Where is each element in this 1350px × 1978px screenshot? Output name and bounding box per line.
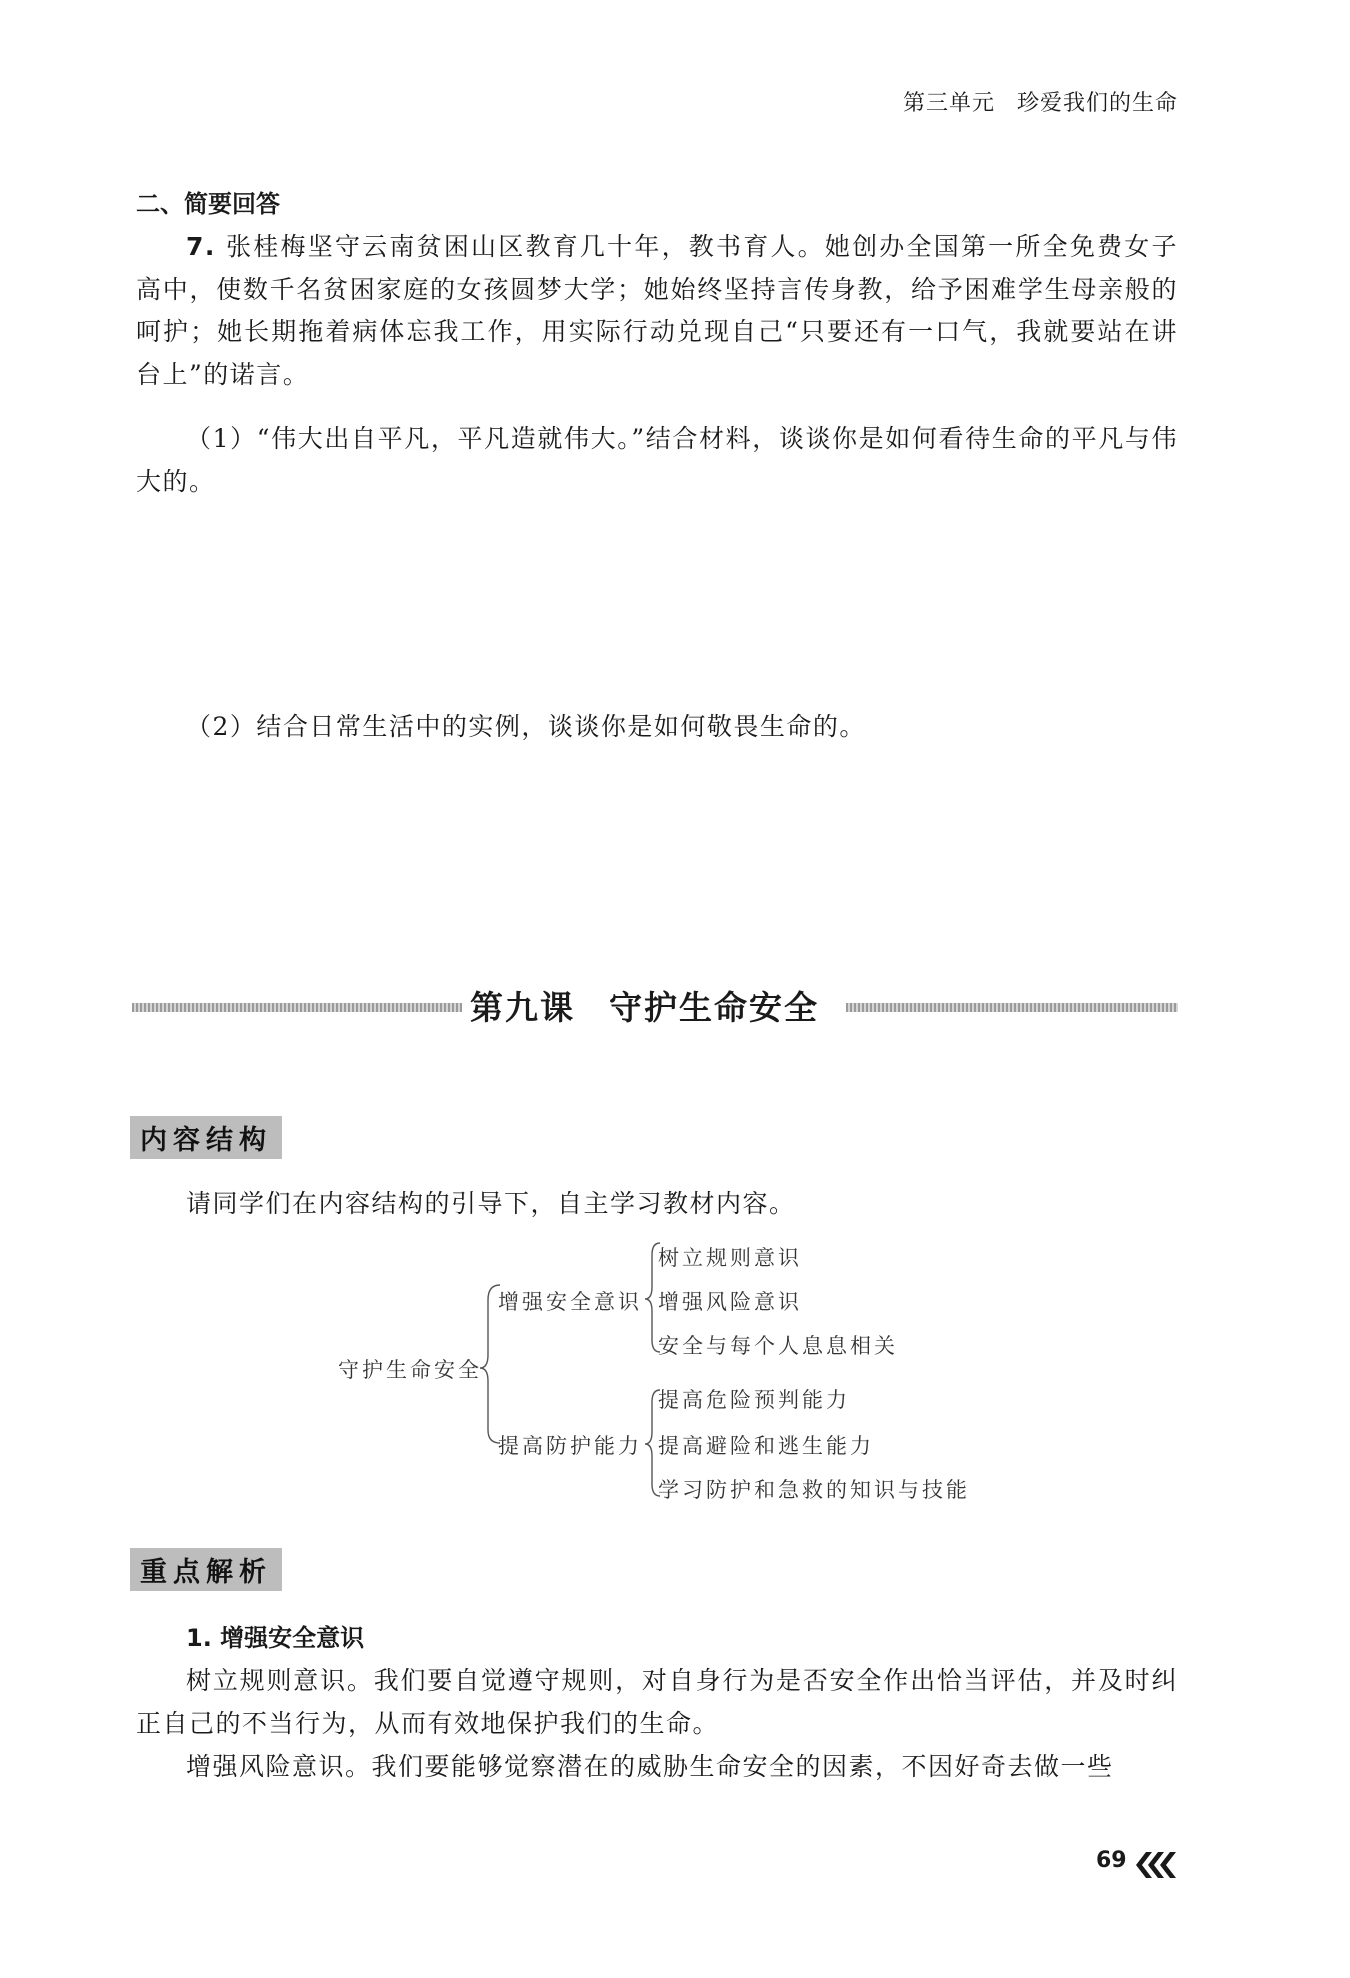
question-number: 7. bbox=[186, 232, 216, 261]
root-bracket bbox=[480, 1285, 500, 1443]
tree-leaf: 提高危险预判能力 bbox=[658, 1388, 850, 1412]
tree-leaf: 学习防护和急救的知识与技能 bbox=[658, 1478, 970, 1502]
tree-leaf: 增强风险意识 bbox=[658, 1290, 802, 1314]
key-points-label: 重点解析 bbox=[130, 1548, 282, 1591]
section-heading: 二、简要回答 bbox=[136, 190, 280, 218]
tree-leaf: 树立规则意识 bbox=[658, 1246, 802, 1270]
tree-leaf: 安全与每个人息息相关 bbox=[658, 1334, 898, 1358]
lesson-name: 守护生命安全 bbox=[609, 988, 819, 1027]
content-structure-label: 内容结构 bbox=[130, 1116, 282, 1159]
sub-question-2: （2）结合日常生活中的实例，谈谈你是如何敬畏生命的。 bbox=[186, 712, 866, 741]
tree-branch-1: 增强安全意识 bbox=[498, 1290, 642, 1314]
sub-question-1: （1）“伟大出自平凡，平凡造就伟大。”结合材料，谈谈你是如何看待生命的平凡与伟大的。 bbox=[136, 424, 1178, 496]
key-point-heading: 1. 增强安全意识 bbox=[186, 1624, 365, 1652]
tree-branch-2: 提高防护能力 bbox=[498, 1434, 642, 1458]
header-title: 珍爱我们的生命 bbox=[1016, 91, 1178, 116]
chevrons-left-icon bbox=[1134, 1852, 1178, 1878]
key-point-paragraph-1: 树立规则意识。我们要自觉遵守规则，对自身行为是否安全作出恰当评估，并及时纠正自己的不当行为，从而有效地保护我们的生命。 bbox=[136, 1666, 1178, 1738]
page-number: 69 bbox=[1096, 1848, 1127, 1873]
content-structure-intro: 请同学们在内容结构的引导下，自主学习教材内容。 bbox=[186, 1189, 796, 1218]
lesson-number: 第九课 bbox=[470, 988, 575, 1027]
header-unit: 第三单元 bbox=[902, 91, 995, 116]
tree-leaf: 提高避险和逃生能力 bbox=[658, 1434, 874, 1458]
question-7-text: 张桂梅坚守云南贫困山区教育几十年，教书育人。她创办全国第一所全免费女子高中，使数千名贫困家庭的女孩圆梦大学；她始终坚持言传身教，给予困难学生母亲般的呵护；她长期拖着病体忘我工作，用实际行动兑现自己“只要还有一口气，我就要站在讲台上”的诺言。 bbox=[136, 232, 1178, 390]
key-point-paragraph-2: 增强风险意识。我们要能够觉察潜在的威胁生命安全的因素，不因好奇去做一些 bbox=[186, 1752, 1114, 1781]
tree-root: 守护生命安全 bbox=[338, 1358, 482, 1382]
